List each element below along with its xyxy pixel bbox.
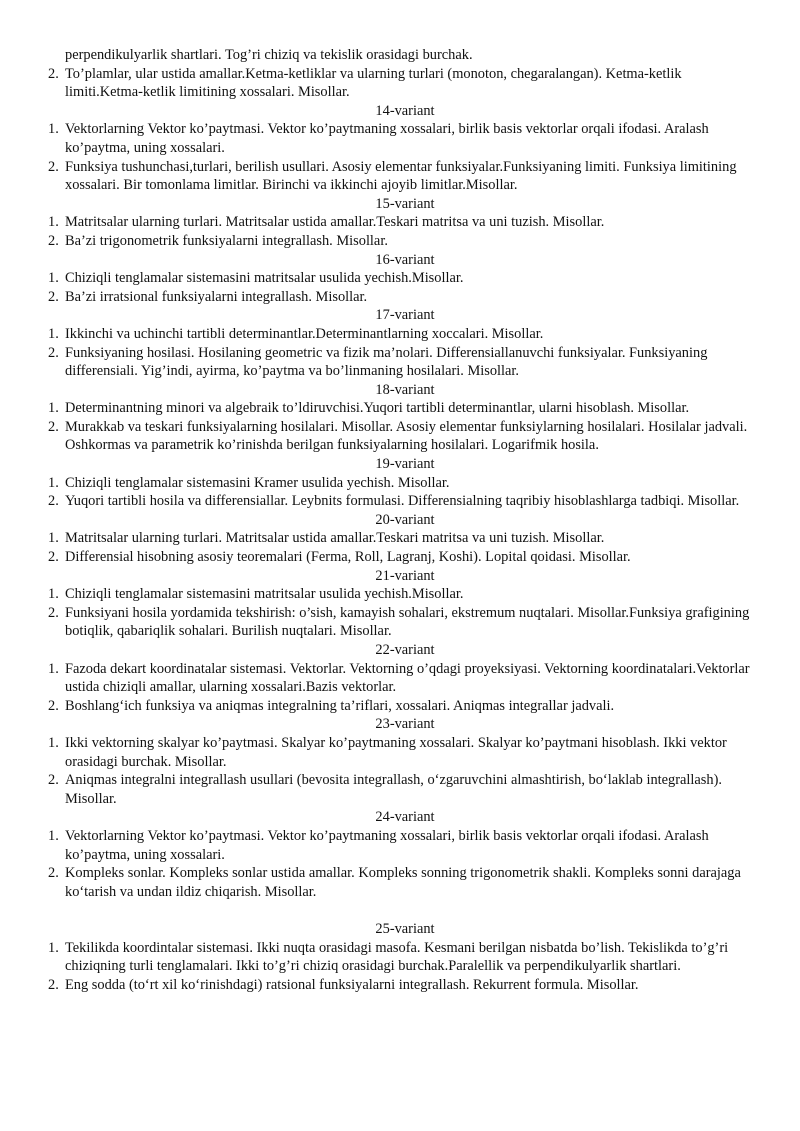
item-text: Chiziqli tenglamalar sistemasini matritsalar usulida yechish.Misollar. <box>65 586 464 603</box>
item-number: 2. <box>48 232 59 249</box>
item-number: 1. <box>48 121 59 138</box>
item-text: Vektorlarning Vektor ko’paytmasi. Vektor ko’paytmaning xossalari, birlik basis vektorlar orqali ifodasi. Aralash ko’paytma, uning xossalari. <box>65 827 709 863</box>
question-item <box>48 418 762 455</box>
item-text: Tekilikda koordintalar sistemasi. Ikki nuqta orasidagi masofa. Kesmani berilgan nisbatda bo’lish. Tekislikda to’g’ri chiziqning turli tenglamalari. Ikki to’g’ri chiziq orasidagi burchak.Paralellik va perpendikulyarlik shartlari. <box>65 939 729 975</box>
question-item <box>48 269 762 288</box>
variant-title: 23-variant <box>375 716 435 733</box>
question-item <box>48 232 762 251</box>
item-text: Funksiyaning hosilasi. Hosilaning geometric va fizik ma’nolari. Differensiallanuvchi funksiyalar. Funksiyaning differensiali. Yig’indi, ayirma, ko’paytma va bo’linmaning hosilalari. Misollar. <box>65 344 708 380</box>
question-item <box>48 474 762 493</box>
lead-item-2 <box>48 65 762 102</box>
item-text: Matritsalar ularning turlari. Matritsalar ustida amallar.Teskari matritsa va uni tuzish. Misollar. <box>65 530 605 547</box>
item-number: 1. <box>48 586 59 603</box>
question-item <box>48 864 762 901</box>
item-number: 1. <box>48 214 59 231</box>
variants-container <box>48 102 762 995</box>
variant-title: 18-variant <box>375 381 435 398</box>
variant-title: 19-variant <box>375 456 435 473</box>
lead-list <box>48 65 762 102</box>
question-item <box>48 604 762 641</box>
variant-question-list <box>48 660 762 716</box>
lead-item1-tail: perpendikulyarlik shartlari. Tog’ri chiziq va tekislik orasidagi burchak. <box>65 47 473 63</box>
item-number: 1. <box>48 270 59 287</box>
item-number: 2. <box>48 604 59 621</box>
item-number: 1. <box>48 474 59 491</box>
question-item <box>48 939 762 976</box>
item-number: 2. <box>48 976 59 993</box>
variant-question-list <box>48 213 762 250</box>
question-item <box>48 492 762 511</box>
item-number: 2. <box>48 65 59 82</box>
item-text: Kompleks sonlar. Kompleks sonlar ustida amallar. Kompleks sonning trigonometrik shakli. Kompleks sonni darajaga ko‘tarish va undan ildiz chiqarish. Misollar. <box>65 865 741 900</box>
variant-question-list <box>48 585 762 641</box>
item-text: Murakkab va teskari funksiyalarning hosilalari. Misollar. Asosiy elementar funksiylarning hosilalari. Hosilalar jadvali. Oshkormas va parametrik ko’rinishda berilgan funksiyalarning hosilalari. Logarifmik hosila. <box>65 418 748 454</box>
variant-title: 20-variant <box>375 511 435 528</box>
variant-question-list <box>48 474 762 511</box>
item-text: Vektorlarning Vektor ko’paytmasi. Vektor ko’paytmaning xossalari, birlik basis vektorlar orqali ifodasi. Aralash ko’paytma, uning xossalari. <box>65 121 709 156</box>
variant-title: 16-variant <box>375 251 435 268</box>
item-number: 2. <box>48 288 59 305</box>
item-number: 2. <box>48 158 59 175</box>
item-number: 2. <box>48 772 59 789</box>
variant-title: 25-variant <box>375 920 435 937</box>
item-text: Ba’zi trigonometrik funksiyalarni integrallash. Misollar. <box>65 232 388 249</box>
question-item <box>48 344 762 381</box>
item-number: 2. <box>48 865 59 882</box>
item-number: 1. <box>48 734 59 751</box>
item-text: Fazoda dekart koordinatalar sistemasi. Vektorlar. Vektorning o’qdagi proyeksiyasi. Vektorning koordinatalari.Vektorlar ustida chiziqli amallar, ularning xossalari.Bazis vektorlar. <box>65 660 750 696</box>
variant-question-list <box>48 120 762 194</box>
question-item <box>48 548 762 567</box>
item-text: Funksiya tushunchasi,turlari, berilish usullari. Asosiy elementar funksiyalar.Funksiyaning limiti. Funksiya limitining xossalari. Bir tomonlama limitlar. Birinchi va ikkinchi ajoyib limitlar.Misollar. <box>65 158 737 194</box>
question-item <box>48 120 762 157</box>
variant-title: 21-variant <box>375 567 435 584</box>
item-text: Funksiyani hosila yordamida tekshirish: o’sish, kamayish sohalari, ekstremum nuqtalari. Misollar.Funksiya grafigining botiqlik, qabariqlik sohalari. Burilish nuqtalari. Misollar. <box>65 604 750 640</box>
item-number: 1. <box>48 325 59 342</box>
item-text: Differensial hisobning asosiy teoremalari (Ferma, Roll, Lagranj, Koshi). Lopital qoidasi. Misollar. <box>65 549 631 566</box>
item-number: 2. <box>48 418 59 435</box>
item-number: 2. <box>48 344 59 361</box>
question-item <box>48 660 762 697</box>
item-text: Ba’zi irratsional funksiyalarni integrallash. Misollar. <box>65 288 368 305</box>
item-number: 2. <box>48 549 59 566</box>
question-item <box>48 325 762 344</box>
variant-question-list <box>48 939 762 995</box>
item-number: 2. <box>48 493 59 510</box>
item-text: Chiziqli tenglamalar sistemasini Kramer usulida yechish. Misollar. <box>65 474 450 491</box>
item-text: Eng sodda (to‘rt xil ko‘rinishdagi) ratsional funksiyalarni integrallash. Rekurrent formula. Misollar. <box>65 976 639 993</box>
question-item <box>48 976 762 995</box>
question-item <box>48 158 762 195</box>
variant-question-list <box>48 734 762 808</box>
item-text: Chiziqli tenglamalar sistemasini matritsalar usulida yechish.Misollar. <box>65 270 464 287</box>
variant-title: 14-variant <box>375 102 435 119</box>
question-item <box>48 734 762 771</box>
question-item <box>48 771 762 808</box>
item-number: 1. <box>48 660 59 677</box>
variant-title: 24-variant <box>375 809 435 826</box>
variant-question-list <box>48 529 762 566</box>
variant-question-list <box>48 325 762 381</box>
section-gap <box>48 901 762 920</box>
question-item <box>48 399 762 418</box>
item-number: 1. <box>48 939 59 956</box>
question-item <box>48 697 762 716</box>
item-text: Boshlang‘ich funksiya va aniqmas integralning ta’riflari, xossalari. Aniqmas integrallar jadvali. <box>65 697 615 714</box>
item-number: 2. <box>48 697 59 714</box>
item-number: 1. <box>48 400 59 417</box>
variant-question-list <box>48 269 762 306</box>
variant-title: 22-variant <box>375 642 435 658</box>
item-text: Matritsalar ularning turlari. Matritsalar ustida amallar.Teskari matritsa va uni tuzish. Misollar. <box>65 214 605 231</box>
item-number: 1. <box>48 530 59 547</box>
item-text: Aniqmas integralni integrallash usullari (bevosita integrallash, o‘zgaruvchini almashtirish, bo‘laklab integrallash). Misollar. <box>65 772 722 807</box>
item-text: Ikkinchi va uchinchi tartibli determinantlar.Determinantlarning xoccalari. Misollar. <box>65 325 544 342</box>
item-text: Yuqori tartibli hosila va differensiallar. Leybnits formulasi. Differensialning taqribiy hisoblashlarga tadbiqi. Misollar. <box>65 493 740 510</box>
variant-question-list <box>48 399 762 455</box>
document-page <box>48 46 762 994</box>
variant-question-list <box>48 827 762 901</box>
question-item <box>48 213 762 232</box>
question-item <box>48 288 762 307</box>
question-item <box>48 827 762 864</box>
item-number: 1. <box>48 827 59 844</box>
variant-title: 15-variant <box>375 195 435 212</box>
item-text: Determinantning minori va algebraik to’ldiruvchisi.Yuqori tartibli determinantlar, ularni hisoblash. Misollar. <box>65 400 690 417</box>
question-item <box>48 529 762 548</box>
variant-title: 17-variant <box>375 307 435 324</box>
question-item <box>48 585 762 604</box>
item-text: Ikki vektorning skalyar ko’paytmasi. Skalyar ko’paytmaning xossalari. Skalyar ko’paytmani hisoblash. Ikki vektor orasidagi burchak. Misollar. <box>65 734 727 770</box>
item-text: To’plamlar, ular ustida amallar.Ketma-ketliklar va ularning turlari (monoton, chegaralangan). Ketma-ketlik limiti.Ketma-ketlik limitining xossalari. Misollar. <box>65 65 682 101</box>
